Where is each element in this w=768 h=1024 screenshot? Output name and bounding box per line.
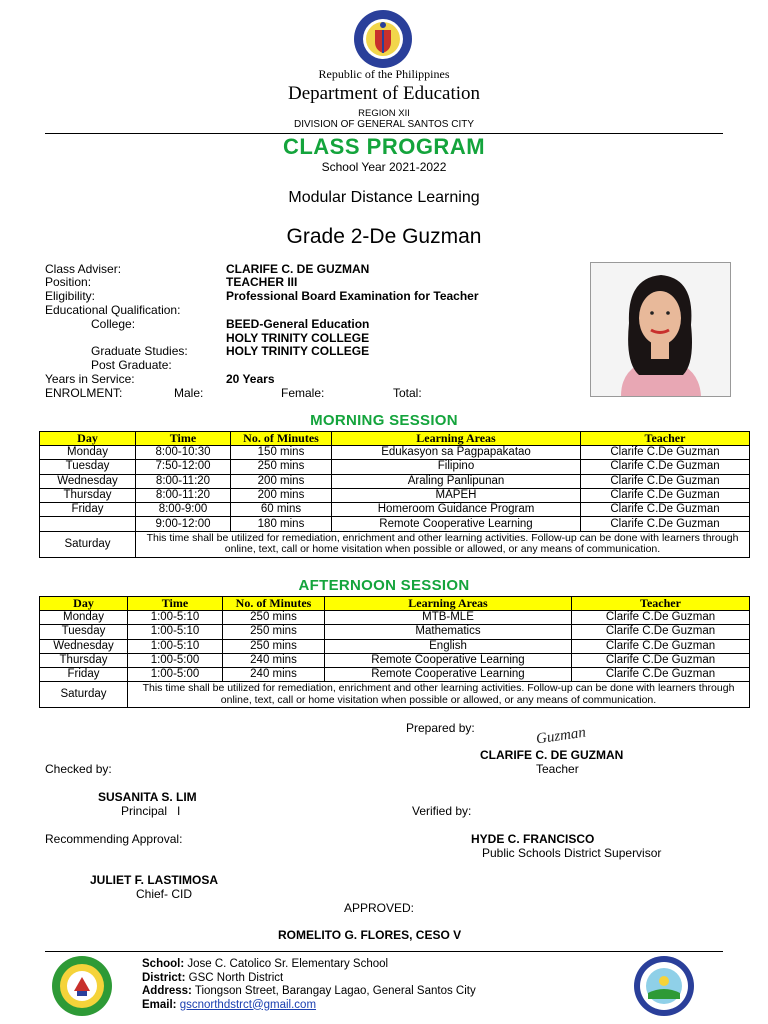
column-header-minutes: No. of Minutes bbox=[231, 432, 332, 446]
cell-day: Wednesday bbox=[40, 474, 136, 488]
cell-teacher: Clarife C.De Guzman bbox=[572, 639, 750, 653]
position-value: TEACHER III bbox=[226, 275, 298, 289]
cell-teacher: Clarife C.De Guzman bbox=[572, 653, 750, 667]
cell-minutes: 60 mins bbox=[231, 503, 332, 517]
saturday-note: This time shall be utilized for remediation, enrichment and other learning activities. Follow-up can be done with learners through online, text, call or home visitation when possible or allowed, or any means of communication. bbox=[128, 682, 750, 708]
republic-line: Republic of the Philippines bbox=[318, 67, 450, 81]
cell-minutes: 240 mins bbox=[223, 668, 325, 682]
column-header-day: Day bbox=[40, 432, 136, 446]
cell-day: Monday bbox=[40, 611, 128, 625]
prepared-by-label: Prepared by: bbox=[406, 721, 475, 735]
deped-seal-icon bbox=[347, 8, 419, 70]
column-header-learning-areas: Learning Areas bbox=[325, 597, 572, 611]
footer-divider bbox=[45, 951, 723, 952]
cell-day: Friday bbox=[40, 503, 136, 517]
table-row bbox=[40, 474, 750, 488]
district-seal-icon bbox=[626, 955, 702, 1017]
morning-table bbox=[39, 431, 750, 558]
cell-time: 9:00-12:00 bbox=[136, 517, 231, 531]
morning-header-row bbox=[40, 432, 750, 446]
modality: Modular Distance Learning bbox=[288, 189, 480, 206]
cell-day: Tuesday bbox=[40, 460, 136, 474]
school-name: Jose C. Catolico Sr. Elementary School bbox=[187, 958, 389, 970]
cell-learning-area: MAPEH bbox=[332, 488, 581, 502]
recommending-label: Recommending Approval: bbox=[45, 832, 183, 846]
cell-day: Saturday bbox=[40, 531, 136, 557]
cell-teacher: Clarife C.De Guzman bbox=[572, 625, 750, 639]
region-line: REGION XII bbox=[358, 108, 410, 119]
cell-learning-area: English bbox=[325, 639, 572, 653]
cell-teacher: Clarife C.De Guzman bbox=[581, 446, 750, 460]
approver-name: ROMELITO G. FLORES, CESO V bbox=[278, 928, 462, 942]
address-value: Tiongson Street, Barangay Lagao, General Santos City bbox=[194, 985, 476, 997]
cell-day: Monday bbox=[40, 446, 136, 460]
label-enrolment: ENROLMENT: bbox=[45, 386, 123, 400]
cell-minutes: 250 mins bbox=[223, 625, 325, 639]
school-line bbox=[142, 958, 476, 972]
column-header-minutes: No. of Minutes bbox=[223, 597, 325, 611]
table-row bbox=[40, 503, 750, 517]
years-value: 20 Years bbox=[226, 372, 275, 386]
cell-minutes: 200 mins bbox=[231, 488, 332, 502]
column-header-teacher: Teacher bbox=[581, 432, 750, 446]
cell-day: Thursday bbox=[40, 653, 128, 667]
table-row bbox=[40, 668, 750, 682]
graduate-value: HOLY TRINITY COLLEGE bbox=[226, 344, 370, 358]
cell-time: 1:00-5:00 bbox=[128, 668, 223, 682]
morning-session-title: MORNING SESSION bbox=[310, 412, 458, 429]
cell-minutes: 250 mins bbox=[231, 460, 332, 474]
email-link[interactable]: gscnorthdstrct@gmail.com bbox=[179, 998, 317, 1011]
page-title: CLASS PROGRAM bbox=[282, 134, 486, 159]
email-line bbox=[142, 999, 476, 1013]
checked-by-label: Checked by: bbox=[45, 762, 112, 776]
cell-learning-area: Araling Panlipunan bbox=[332, 474, 581, 488]
cell-minutes: 200 mins bbox=[231, 474, 332, 488]
cell-learning-area: Mathematics bbox=[325, 625, 572, 639]
cell-teacher: Clarife C.De Guzman bbox=[572, 611, 750, 625]
cell-time: 8:00-11:20 bbox=[136, 474, 231, 488]
recommender-name: JULIET F. LASTIMOSA bbox=[90, 873, 219, 887]
cell-minutes: 240 mins bbox=[223, 653, 325, 667]
school-label: School: bbox=[142, 958, 185, 970]
verifier-name: HYDE C. FRANCISCO bbox=[471, 832, 595, 846]
table-row bbox=[40, 446, 750, 460]
teacher-photo bbox=[590, 262, 731, 397]
cell-learning-area: MTB-MLE bbox=[325, 611, 572, 625]
district-name: GSC North District bbox=[188, 971, 284, 984]
label-total: Total: bbox=[393, 386, 422, 400]
cell-day bbox=[40, 517, 136, 531]
cell-teacher: Clarife C.De Guzman bbox=[581, 503, 750, 517]
cell-minutes: 180 mins bbox=[231, 517, 332, 531]
label-graduate: Graduate Studies: bbox=[91, 344, 188, 358]
saturday-row bbox=[40, 531, 750, 557]
cell-time: 1:00-5:10 bbox=[128, 611, 223, 625]
table-row bbox=[40, 639, 750, 653]
table-row bbox=[40, 611, 750, 625]
cell-day: Friday bbox=[40, 668, 128, 682]
cell-time: 1:00-5:00 bbox=[128, 653, 223, 667]
preparer-signature: Guzman bbox=[535, 724, 587, 748]
label-adviser: Class Adviser: bbox=[45, 262, 122, 276]
cell-day: Saturday bbox=[40, 682, 128, 708]
college-school: HOLY TRINITY COLLEGE bbox=[226, 331, 370, 345]
cell-learning-area: Remote Cooperative Learning bbox=[325, 668, 572, 682]
cell-time: 8:00-11:20 bbox=[136, 488, 231, 502]
table-row bbox=[40, 625, 750, 639]
school-seal-icon bbox=[44, 955, 120, 1017]
cell-time: 8:00-9:00 bbox=[136, 503, 231, 517]
cell-time: 8:00-10:30 bbox=[136, 446, 231, 460]
cell-learning-area: Edukasyon sa Pagpapakatao bbox=[332, 446, 581, 460]
checker-name: SUSANITA S. LIM bbox=[98, 790, 197, 804]
school-year: School Year 2021-2022 bbox=[321, 160, 447, 174]
verified-by-label: Verified by: bbox=[412, 804, 472, 818]
department-name: Department of Education bbox=[287, 83, 481, 104]
column-header-time: Time bbox=[136, 432, 231, 446]
label-eligibility: Eligibility: bbox=[45, 289, 96, 303]
afternoon-table bbox=[39, 596, 750, 708]
column-header-time: Time bbox=[128, 597, 223, 611]
adviser-name: CLARIFE C. DE GUZMAN bbox=[226, 262, 370, 276]
afternoon-header-row bbox=[40, 597, 750, 611]
cell-minutes: 150 mins bbox=[231, 446, 332, 460]
address-label: Address: bbox=[142, 985, 192, 997]
cell-teacher: Clarife C.De Guzman bbox=[572, 668, 750, 682]
recommender-role: Chief- CID bbox=[136, 887, 193, 901]
college-degree: BEED-General Education bbox=[226, 317, 370, 331]
label-years: Years in Service: bbox=[45, 372, 135, 386]
cell-time: 1:00-5:10 bbox=[128, 639, 223, 653]
column-header-learning-areas: Learning Areas bbox=[332, 432, 581, 446]
cell-teacher: Clarife C.De Guzman bbox=[581, 488, 750, 502]
label-college: College: bbox=[91, 317, 136, 331]
label-qualification: Educational Qualification: bbox=[45, 303, 181, 317]
column-header-day: Day bbox=[40, 597, 128, 611]
cell-day: Tuesday bbox=[40, 625, 128, 639]
preparer-role: Teacher bbox=[536, 762, 579, 776]
email-label: Email: bbox=[142, 998, 177, 1011]
saturday-note: This time shall be utilized for remediation, enrichment and other learning activities. Follow-up can be done with learners through online, text, call or home visitation when possible or allowed, or any means of communication. bbox=[136, 531, 750, 557]
cell-minutes: 250 mins bbox=[223, 639, 325, 653]
table-row bbox=[40, 653, 750, 667]
label-male: Male: bbox=[174, 386, 204, 400]
checker-role: Principal I bbox=[121, 804, 181, 818]
column-header-teacher: Teacher bbox=[572, 597, 750, 611]
afternoon-session-title: AFTERNOON SESSION bbox=[298, 577, 470, 594]
eligibility-value: Professional Board Examination for Teacher bbox=[226, 289, 479, 303]
table-row bbox=[40, 488, 750, 502]
cell-teacher: Clarife C.De Guzman bbox=[581, 517, 750, 531]
grade-section: Grade 2-De Guzman bbox=[286, 225, 482, 248]
table-row bbox=[40, 517, 750, 531]
saturday-row bbox=[40, 682, 750, 708]
label-position: Position: bbox=[45, 275, 92, 289]
cell-learning-area: Filipino bbox=[332, 460, 581, 474]
label-post-graduate: Post Graduate: bbox=[91, 358, 172, 372]
cell-day: Wednesday bbox=[40, 639, 128, 653]
division-line: DIVISION OF GENERAL SANTOS CITY bbox=[293, 119, 475, 130]
preparer-name: CLARIFE C. DE GUZMAN bbox=[480, 748, 624, 762]
cell-learning-area: Homeroom Guidance Program bbox=[332, 503, 581, 517]
cell-teacher: Clarife C.De Guzman bbox=[581, 474, 750, 488]
approved-label: APPROVED: bbox=[344, 901, 415, 915]
district-line bbox=[142, 972, 476, 986]
cell-day: Thursday bbox=[40, 488, 136, 502]
cell-learning-area: Remote Cooperative Learning bbox=[332, 517, 581, 531]
cell-time: 7:50-12:00 bbox=[136, 460, 231, 474]
label-female: Female: bbox=[281, 386, 325, 400]
table-row bbox=[40, 460, 750, 474]
cell-teacher: Clarife C.De Guzman bbox=[581, 460, 750, 474]
verifier-role: Public Schools District Supervisor bbox=[482, 846, 662, 860]
school-info bbox=[142, 958, 476, 1012]
cell-minutes: 250 mins bbox=[223, 611, 325, 625]
cell-time: 1:00-5:10 bbox=[128, 625, 223, 639]
address-line bbox=[142, 985, 476, 999]
district-label: District: bbox=[142, 971, 186, 984]
cell-learning-area: Remote Cooperative Learning bbox=[325, 653, 572, 667]
